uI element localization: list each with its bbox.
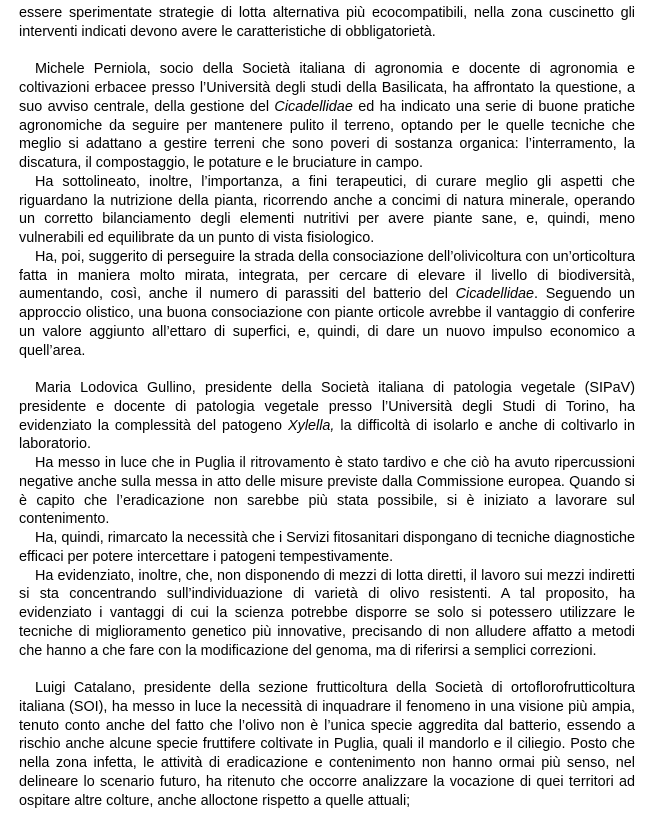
paragraph-text: . Seguendo un approccio olistico, una buona consociazione con piante orticole avrebbe il vantaggio di conferire un valore aggiunto all’ettaro di superfici, e, quindi, di dare un nuovo impulso economico a quell’area. <box>19 286 636 359</box>
italic-term: Cicadellidae <box>274 98 353 115</box>
paragraph-text: la difficoltà di isolarlo e anche di coltivarlo in laboratorio. <box>19 417 636 453</box>
italic-term: Cicadellidae <box>455 286 535 303</box>
paragraph-phytosanitary-services <box>19 529 635 567</box>
paragraph-text: Ha, poi, suggerito di perseguire la strada della consociazione dell’olivicoltura con un’orticoltura fatta in maniera molto mirata, integrata, per cercare di elevare il livello di biodiversità, aumentando, così, anche il numero di parassiti del batterio del <box>19 248 635 303</box>
paragraph-text: Luigi Catalano, presidente della sezione frutticoltura della Società di ortoflorofrutticoltura italiana (SOI), ha messo in luce la necessità di inquadrare il fenomeno in una visione più ampia, tenuto conto anche del fatto che l’olivo non è l’unica specie aggredita dal batterio, essendo a rischio anche alcune specie fruttifere coltivate in Puglia, quali il mandorlo e il ciliegio. Posto che nella zona infetta, le attività di eradicazione e contenimento non hanno ormai più senso, nel delineare lo scenario futuro, ha ritenuto che occorre analizzare la vocazione di quei territori ad ospitare altre colture, anche alloctone rispetto a quelle attuali; <box>19 680 635 809</box>
paragraph-text: essere sperimentate strategie di lotta alternativa più ecocompatibili, nella zona cuscinetto gli interventi indicati devono avere le caratteristiche di obbligatorietà. <box>19 5 635 40</box>
paragraph-nutrition <box>19 173 635 248</box>
paragraph-puglia-discovery <box>19 454 635 529</box>
paragraph-text: Ha, quindi, rimarcato la necessità che i Servizi fitosanitari dispongano di tecniche diagnostiche efficaci per potere intercettare i patogeni tempestivamente. <box>19 530 635 565</box>
paragraph-text: Ha sottolineato, inoltre, l’importanza, a fini terapeutici, di curare meglio gli aspetti che riguardano la nutrizione della pianta, ricorrendo anche a concimi di natura minerale, operando un corretto bilanciamento degli elementi nutritivi per avere piante sane, e, quindi, meno vulnerabili ed equilibrate da un punto di vista fisiologico. <box>19 173 635 246</box>
document-page <box>19 4 635 810</box>
paragraph-text: Maria Lodovica Gullino, presidente della Società italiana di patologia vegetale (SIPaV) presidente e docente di patologia vegetale presso l’Università degli Studi di Torino, ha evidenziato la complessità del patogeno <box>19 380 635 434</box>
paragraph-resistant-varieties <box>19 567 635 661</box>
paragraph-text: Ha evidenziato, inoltre, che, non disponendo di mezzi di lotta diretti, il lavoro sui mezzi indiretti si sta concentrando sull’individuazione di varietà di olivo resistenti. A tal proposito, ha evidenziato i vantaggi di cui la scienza potrebbe disporre se solo si potessero utilizzare le tecniche di miglioramento genetico più innovative, precisando di non alludere affatto a metodi che hanno a che fare con la modificazione del genoma, ma di riferirsi a semplici correzioni. <box>19 567 635 659</box>
paragraph-intro-continuation <box>19 4 635 42</box>
paragraph-gullino <box>19 379 635 454</box>
italic-term: Xylella, <box>288 417 335 434</box>
paragraph-text: Michele Perniola, socio della Società italiana di agronomia e docente di agronomia e coltivazioni erbacee presso l’Università degli studi della Basilicata, ha affrontato la questione, a suo avviso centrale, della gestione del <box>19 61 635 115</box>
paragraph-text: ed ha indicato una serie di buone pratiche agronomiche da seguire per mantenere pulito il terreno, optando per le quelle tecniche che meglio si adattano a gestire terreni che sono poveri di sostanza organica: l’interramento, la discatura, il compostaggio, le potature e le bruciature in campo. <box>19 98 635 171</box>
paragraph-text: Ha messo in luce che in Puglia il ritrovamento è stato tardivo e che ciò ha avuto ripercussioni negative anche sulla messa in atto delle misure previste dalla Commissione europea. Quando si è capito che l’eradicazione non sarebbe più stata possibile, si è iniziato a lavorare sul contenimento. <box>19 455 635 528</box>
paragraph-catalano <box>19 679 635 810</box>
paragraph-perniola <box>19 60 635 173</box>
paragraph-consociation <box>19 248 635 361</box>
